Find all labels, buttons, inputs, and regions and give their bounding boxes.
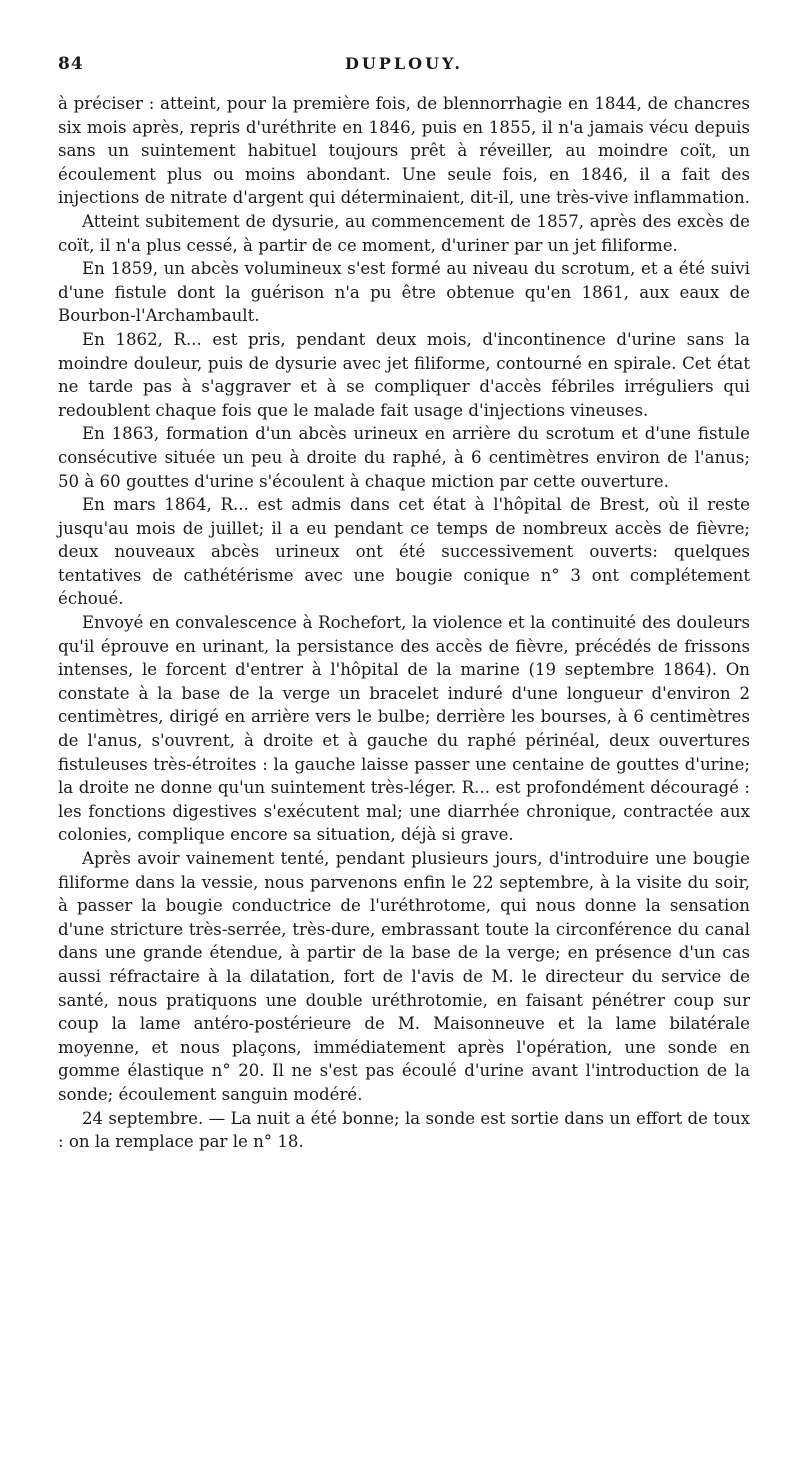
paragraph: Envoyé en convalescence à Rochefort, la violence et la continuité des douleurs qu'il éprouve en urinant, la persistance des accès de fièvre, précédés de frissons intenses, le forcent d'entrer à l'hôpital de la marine (19 septembre 1864). On constate à la base de la verge un bracelet induré d'une longueur d'environ 2 centimètres, dirigé en arrière vers le bulbe; derrière les bourses, à 6 centimètres de l'anus, s'ouvrent, à droite et à gauche du raphé périnéal, deux ouvertures fistuleuses très-étroites : la gauche laisse passer une centaine de gouttes d'urine; la droite ne donne qu'un suintement très-léger. R... est profondément découragé : les fonctions digestives s'exécutent mal; une diarrhée chronique, contractée aux colonies, complique encore sa situation, déjà si grave. [58, 613, 750, 845]
paragraph: En 1859, un abcès volumineux s'est formé au niveau du scrotum, et a été suivi d'une fistule dont la guérison n'a pu être obtenue qu'en 1861, aux eaux de Bourbon-l'Archambault. [58, 259, 750, 326]
paragraph: En 1863, formation d'un abcès urineux en arrière du scrotum et d'une fistule consécutive située un peu à droite du raphé, à 6 centimètres environ de l'anus; 50 à 60 gouttes d'urine s'écoulent à chaque miction par cette ouverture. [58, 424, 750, 491]
paragraph: En mars 1864, R... est admis dans cet état à l'hôpital de Brest, où il reste jusqu'au mois de juillet; il a eu pendant ce temps de nombreux accès de fièvre; deux nouveaux abcès urineux ont été successivement ouverts: quelques tentatives de cathétérisme avec une bougie conique n° 3 ont complétement échoué. [58, 495, 750, 609]
body-text [58, 92, 750, 1154]
page-header [58, 54, 750, 84]
paragraph: à préciser : atteint, pour la première fois, de blennorrhagie en 1844, de chancres six mois après, repris d'uréthrite en 1846, puis en 1855, il n'a jamais vécu depuis sans un suintement habituel toujours prêt à réveiller, au moindre coït, un écoulement plus ou moins abondant. Une seule fois, en 1846, il a fait des injections de nitrate d'argent qui déterminaient, dit-il, une très-vive inflammation. [58, 94, 750, 208]
paragraph: 24 septembre. — La nuit a été bonne; la sonde est sortie dans un effort de toux : on la remplace par le n° 18. [58, 1108, 750, 1152]
page-number: 84 [58, 54, 84, 74]
running-head: DUPLOUY. [345, 54, 463, 73]
paragraph: Après avoir vainement tenté, pendant plusieurs jours, d'introduire une bougie filiforme dans la vessie, nous parvenons enfin le 22 septembre, à la visite du soir, à passer la bougie conductrice de l'uréthrotome, qui nous donne la sensation d'une stricture très-serrée, très-dure, embrassant toute la circonférence du canal dans une grande étendue, à partir de la base de la verge; en présence d'un cas aussi réfractaire à la dilatation, fort de l'avis de M. le directeur du service de santé, nous pratiquons une double uréthrotomie, en faisant pénétrer coup sur coup la lame antéro-postérieure de M. Maisonneuve et la lame bilatérale moyenne, et nous plaçons, immédiatement après l'opération, une sonde en gomme élastique n° 20. Il ne s'est pas écoulé d'urine avant l'introduction de la sonde; écoulement sanguin modéré. [58, 849, 750, 1104]
paragraph: Atteint subitement de dysurie, au commencement de 1857, après des excès de coït, il n'a plus cessé, à partir de ce moment, d'uriner par un jet filiforme. [58, 211, 750, 255]
paragraph: En 1862, R... est pris, pendant deux mois, d'incontinence d'urine sans la moindre douleur, puis de dysurie avec jet filiforme, contourné en spirale. Cet état ne tarde pas à s'aggraver et à se compliquer d'accès fébriles irréguliers qui redoublent chaque fois que le malade fait usage d'injections vineuses. [58, 329, 750, 420]
